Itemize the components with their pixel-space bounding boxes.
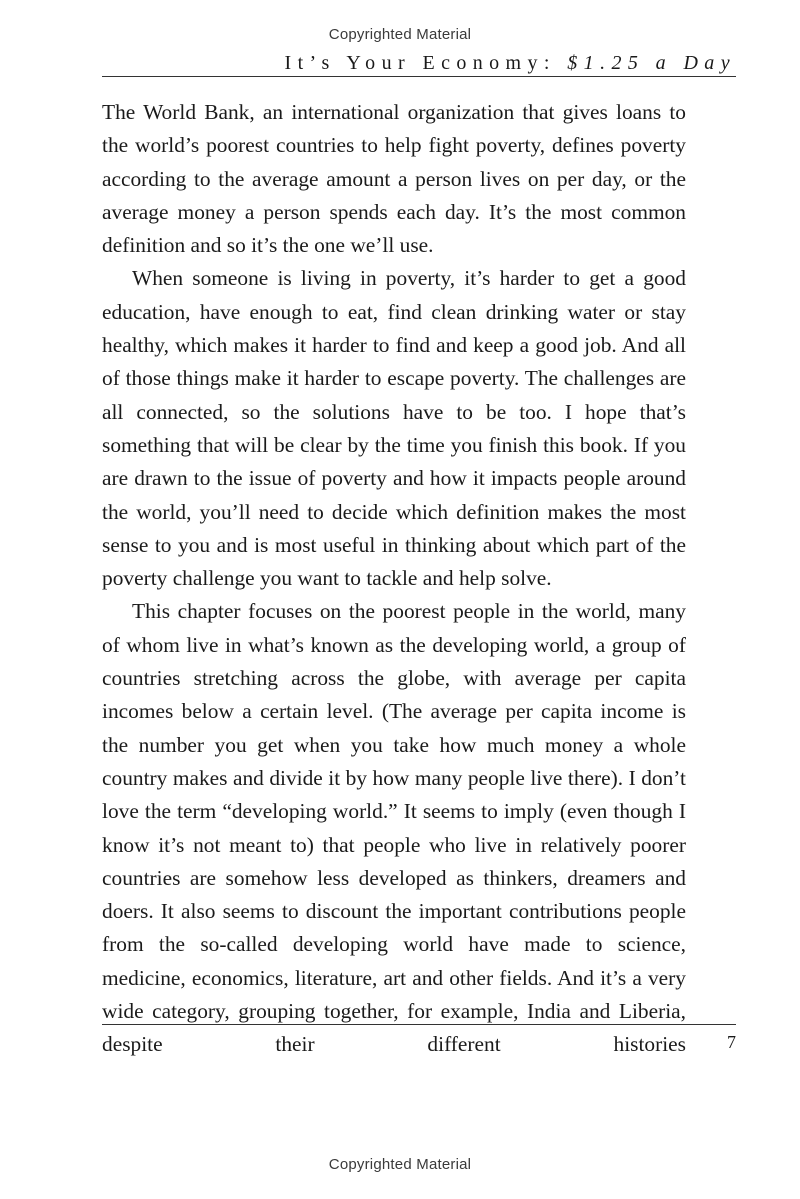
running-head-subtitle: $1.25 a Day	[567, 52, 736, 74]
paragraph-3: This chapter focuses on the poorest people in the world, many of whom live in what’s known as the developing world, a group of countries stretching across the globe, with average per capita incomes below a certain level. (The average per capita income is the number you get when you take how much money a whole country makes and divide it by how many people live there). I don’t love the term “developing world.” It seems to imply (even though I know it’s not meant to) that people who live in relatively poorer countries are somehow less developed as thinkers, dreamers and doers. It also seems to discount the important contributions people from the so-called developing world have made to science, medicine, economics, literature, art and other fields. And it’s a very wide category, grouping together, for example, India and Liberia, despite their different histories	[102, 599, 686, 1057]
paragraph-2: When someone is living in poverty, it’s harder to get a good education, have enough to eat, find clean drinking water or stay healthy, which makes it harder to find and keep a good job. And all of those things make it harder to escape poverty. The challenges are all connected, so the solutions have to be too. I hope that’s something that will be clear by the time you finish this book. If you are drawn to the issue of poverty and how it impacts people around the world, you’ll need to decide which definition makes the most sense to you and is most useful in thinking about which part of the poverty challenge you want to tackle and help solve.	[102, 266, 686, 591]
running-head-title: It’s Your Economy:	[284, 52, 568, 74]
watermark-top: Copyrighted Material	[328, 26, 472, 43]
paragraph-1: The World Bank, an international organization that gives loans to the world’s poorest countries to help fight poverty, defines poverty according to the average amount a person lives on per day, or the average money a person spends each day. It’s the most common definition and so it’s the one we’ll use.	[102, 100, 686, 258]
body-text	[102, 96, 686, 1062]
footer-rule	[102, 1024, 736, 1025]
header-rule	[102, 76, 736, 77]
watermark-bottom: Copyrighted Material	[328, 1156, 472, 1173]
page-number: 7	[727, 1032, 736, 1052]
running-head	[285, 52, 736, 75]
